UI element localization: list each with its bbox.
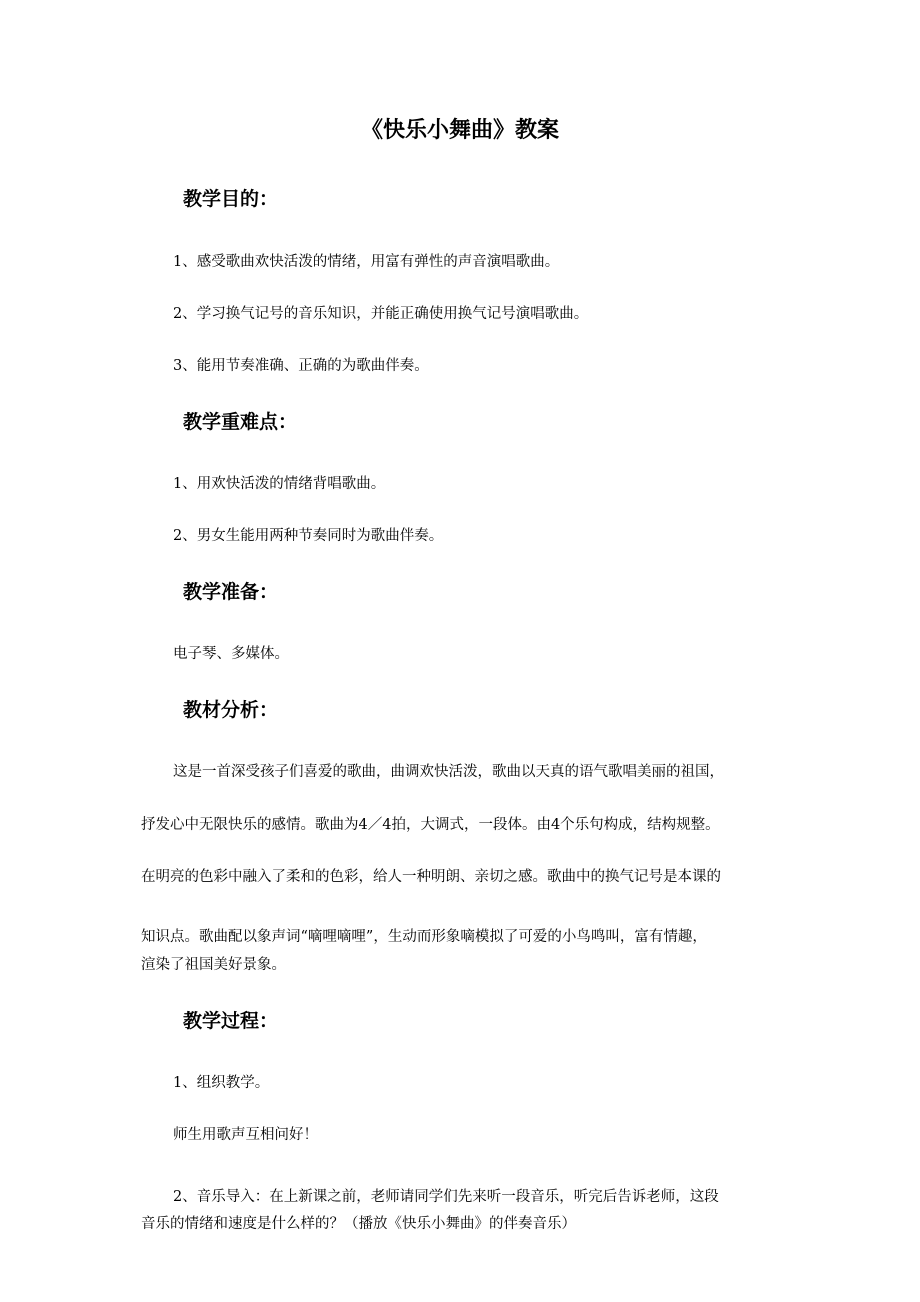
objective-item-2: 2、学习换气记号的音乐知识，并能正确使用换气记号演唱歌曲。 — [173, 306, 589, 322]
heading-preparation: 教学准备： — [183, 581, 279, 603]
heading-key-points: 教学重难点： — [183, 411, 298, 433]
heading-analysis: 教材分析： — [183, 699, 279, 721]
key-point-item-1: 1、用欢快活泼的情绪背唱歌曲。 — [173, 476, 386, 492]
analysis-line-2: 抒发心中无限快乐的感情。歌曲为4／4拍，大调式，一段体。由4个乐句构成，结构规整。 — [141, 817, 720, 833]
heading-objectives: 教学目的： — [183, 188, 279, 210]
key-point-item-2: 2、男女生能用两种节奏同时为歌曲伴奏。 — [173, 528, 444, 544]
objective-item-1: 1、感受歌曲欢快活泼的情绪，用富有弹性的声音演唱歌曲。 — [173, 254, 560, 270]
objective-item-3: 3、能用节奏准确、正确的为歌曲伴奏。 — [173, 358, 429, 374]
analysis-line-3: 在明亮的色彩中融入了柔和的色彩，给人一种明朗、亲切之感。歌曲中的换气记号是本课的 — [141, 869, 721, 885]
analysis-line-4: 知识点。歌曲配以象声词“嘀哩嘀哩”，生动而形象嘀模拟了可爱的小鸟鸣叫，富有情趣， — [141, 929, 707, 945]
analysis-line-5: 渲染了祖国美好景象。 — [141, 957, 286, 973]
document-title: 《快乐小舞曲》教案 — [360, 118, 559, 143]
process-step-2-line-1: 2、音乐导入：在上新课之前，老师请同学们先来听一段音乐，听完后告诉老师，这段 — [173, 1189, 719, 1205]
heading-process: 教学过程： — [183, 1010, 279, 1032]
process-step-2-line-2: 音乐的情绪和速度是什么样的？（播放《快乐小舞曲》的伴奏音乐） — [141, 1216, 576, 1232]
process-greeting: 师生用歌声互相问好！ — [173, 1127, 318, 1143]
process-step-1: 1、组织教学。 — [173, 1075, 270, 1091]
analysis-line-1: 这是一首深受孩子们喜爱的歌曲，曲调欢快活泼，歌曲以天真的语气歌唱美丽的祖国， — [173, 764, 724, 780]
preparation-text: 电子琴、多媒体。 — [173, 646, 289, 662]
